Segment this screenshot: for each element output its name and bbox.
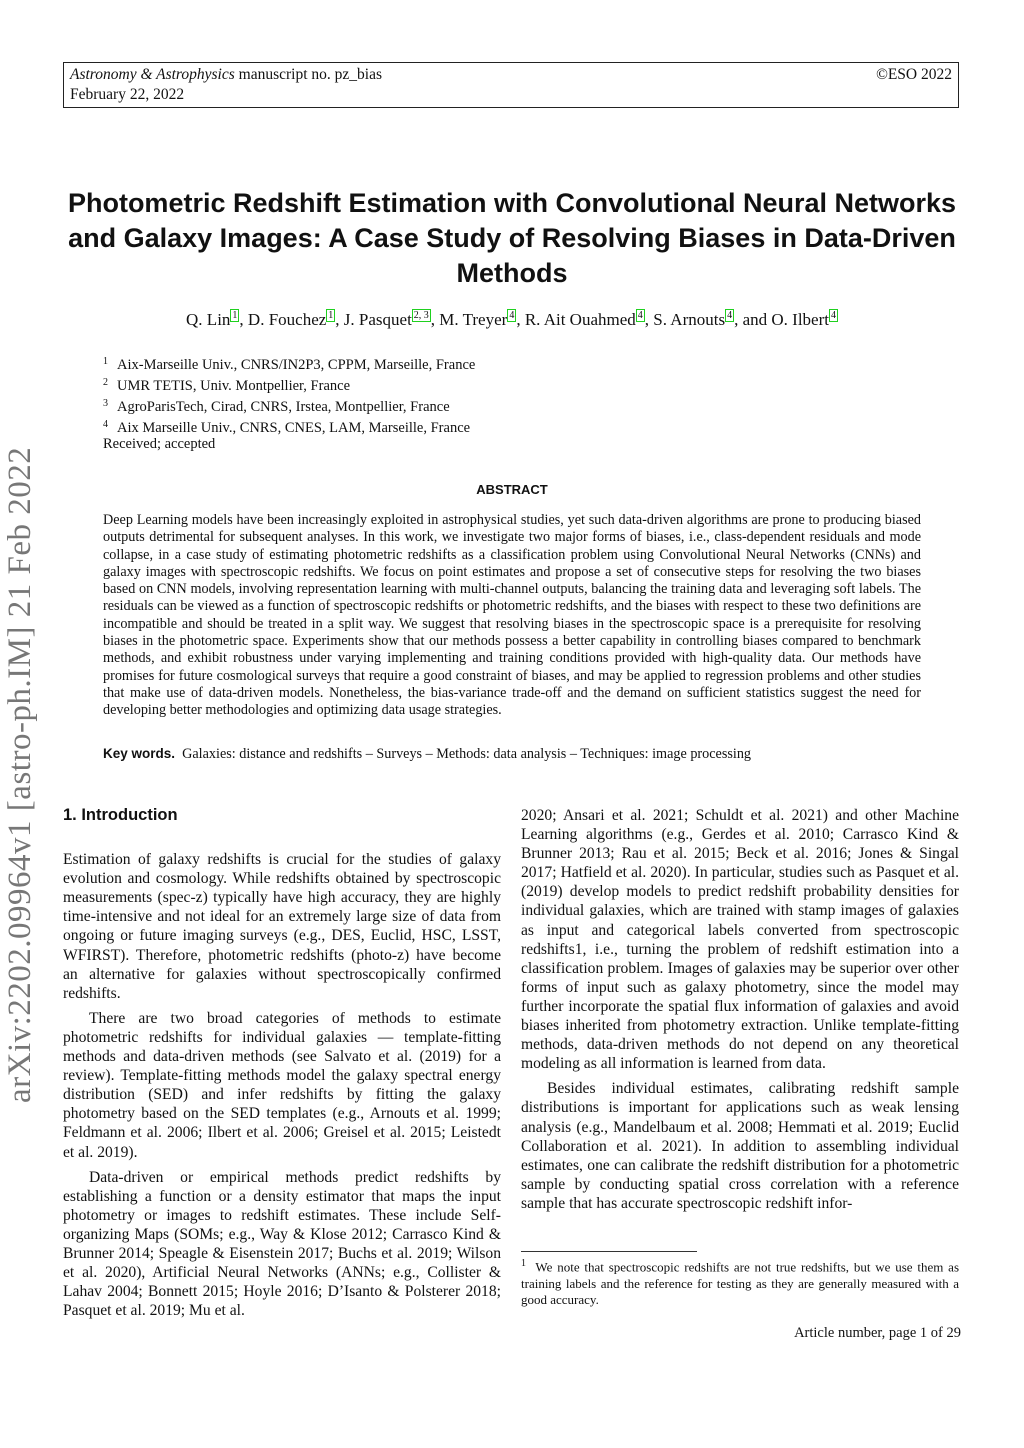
- copyright: ©ESO 2022: [876, 66, 952, 83]
- abstract-text: Deep Learning models have been increasingly exploited in astrophysical studies, yet such data-driven algorithms are prone to producing biased outputs detrimental for subsequent analyses. In this work, we investigate two major forms of biases, i.e., class-dependent residuals and mode collapse, in a case study of estimating photometric redshifts as a classification problem using Convolutional Neural Networks (CNNs) and galaxy images with spectroscopic redshifts. We focus on point estimates and propose a set of consecutive steps for resolving the two biases based on CNN models, involving representation learning with multi-channel outputs, balancing the training data and leveraging soft labels. The residuals can be viewed as a function of spectroscopic redshifts or photometric redshifts, and the biases with respect to these two definitions are incompatible and should be treated in a split way. We suggest that resolving biases in the spectroscopic space is a prerequisite for resolving biases in the photometric space. Experiments show that our methods possess a better capability in controlling biases compared to benchmark methods, and exhibit robustness under varying implementing and training conditions provided with high-quality data. Our methods have promises for future cosmological surveys that require a good constraint of biases, and may be applied to regression problems and other studies that make use of data-driven models. Nonetheless, the bias-variance trade-off and the demand on sufficient statistics suggest the need for developing better methodologies and optimizing data usage strategies.: [103, 512, 921, 719]
- paragraph: Data-driven or empirical methods predict redshifts by establishing a function or a density estimator that maps the input photometry or images to redshift estimates. These include Self-organizing Maps (SOMs; e.g., Way & Klose 2012; Carrasco Kind & Brunner 2014; Speagle & Eisenstein 2017; Buchs et al. 2019; Wilson et al. 2020), Artificial Neural Networks (ANNs; e.g., Collister & Lahav 2004; Bonnett 2015; Hoyle 2016; D’Isanto & Polsterer 2018; Pasquet et al. 2019; Mu et al.: [63, 1168, 501, 1320]
- footnote-rule: [521, 1251, 697, 1252]
- affiliation: $^1$ Aix-Marseille Univ., CNRS/IN2P3, CPPM, Marseille, France: [103, 356, 476, 373]
- paragraph: Besides individual estimates, calibrating redshift sample distributions is important for applications such as weak lensing analysis (e.g., Mandelbaum et al. 2008; Hemmati et al. 2019; Euclid Collaboration et al. 2021). In addition to assembling individual estimates, one can calibrate the redshift distribution for a photometric sample by conducting spatial cross correlation with a reference sample that has accurate spectroscopic redshift infor-: [521, 1080, 959, 1212]
- author: D. Fouchez $^1$ ,: [247, 309, 344, 329]
- author: O. Ilbert $^4$: [771, 309, 836, 329]
- keywords-text: Galaxies: distance and redshifts – Surveys – Methods: data analysis – Techniques: image processing: [182, 746, 752, 762]
- keywords: [103, 746, 921, 763]
- header-date: February 22, 2022: [70, 86, 185, 103]
- abstract-heading: ABSTRACT: [476, 482, 548, 497]
- author: R. Ait Ouahmed $^4$ ,: [524, 309, 654, 329]
- affiliation-link[interactable]: 4: [727, 310, 733, 321]
- affiliation-link[interactable]: 4: [509, 310, 515, 321]
- page-footer: Article number, page 1 of 29: [794, 1325, 961, 1341]
- journal-name: Astronomy & Astrophysics: [70, 66, 235, 83]
- affiliation-link[interactable]: 4: [637, 310, 643, 321]
- affiliation-link[interactable]: 1: [328, 310, 334, 321]
- manuscript-number: manuscript no. pz_bias: [234, 66, 382, 83]
- footnote: [521, 1256, 959, 1309]
- affiliation-link[interactable]: 1: [232, 310, 238, 321]
- affiliation: $^3$ AgroParisTech, Cirad, CNRS, Irstea, Montpellier, France: [103, 398, 450, 415]
- keywords-label: Key words.: [103, 746, 176, 761]
- author: Q. Lin $^1$ ,: [186, 309, 248, 329]
- left-column: [63, 806, 501, 1320]
- paragraph: There are two broad categories of methods to estimate photometric redshifts for individual galaxies — template-fitting methods and data-driven methods (see Salvato et al. (2019) for a review). Template-fitting methods model the galaxy spectral energy distribution (SED) and infer redshifts by fitting the galaxy photometry based on the SED templates (e.g., Arnouts et al. 1999; Feldmann et al. 2006; Ilbert et al. 2006; Greisel et al. 2015; Leistedt et al. 2019).: [63, 1009, 501, 1161]
- affiliations: [103, 353, 475, 437]
- author-list: [60, 305, 964, 331]
- author: J. Pasquet $^{2, 3}$ ,: [343, 309, 440, 329]
- author: S. Arnouts $^4$ , and: [653, 309, 772, 329]
- paragraph: 2020; Ansari et al. 2021; Schuldt et al. 2021) and other Machine Learning algorithms (e.g., Gerdes et al. 2010; Carrasco Kind & Brunner 2013; Rau et al. 2015; Beck et al. 2016; Jones & Singal 2017; Hatfield et al. 2020). In particular, studies such as Pasquet et al. (2019) develop models to predict redshift probability densities for individual galaxies, which are trained with stamp images of galaxies as input and categorical labels converted from spectroscopic redshifts1, i.e., turning the problem of redshift estimation into a classification problem. Images of galaxies may be superior over other forms of input such as galaxy photometry, since the model may further incorporate the spatial flux information of galaxies and avoid biases inherited from photometry extraction. Unlike template-fitting methods, data-driven methods do not depend on any theoretical modeling as all information is learned from data.: [521, 807, 959, 1073]
- section-heading: 1. Introduction: [63, 806, 178, 824]
- affiliation-link[interactable]: 4: [830, 310, 836, 321]
- paragraph: Estimation of galaxy redshifts is crucial for the studies of galaxy evolution and cosmology. While redshifts obtained by spectroscopic measurements (spec-z) typically have high accuracy, they are highly time-intensive and not ideal for an extremely large size of data from ongoing or future imaging surveys (e.g., DES, Euclid, HSC, LSST, WFIRST). Therefore, photometric redshifts (photo-z) have become an alternative for galaxies without spectroscopically confirmed redshifts.: [63, 851, 501, 1002]
- right-column: [521, 806, 959, 1213]
- received-line: Received; accepted: [103, 436, 216, 452]
- footnote-text: We note that spectroscopic redshifts are not true redshifts, but we use them as training labels and the reference for testing as they are generally measured with a good accuracy.: [521, 1259, 960, 1308]
- footnote-number: 1: [521, 1258, 526, 1269]
- manuscript-header: [63, 62, 959, 108]
- paper-title: Photometric Redshift Estimation with Convolutional Neural Networks and Galaxy Images: A Case Study of Resolving Biases in Data-Driven Methods: [67, 188, 957, 288]
- affiliation-link[interactable]: 2, 3: [413, 310, 429, 321]
- affiliation: $^2$ UMR TETIS, Univ. Montpellier, France: [103, 377, 350, 394]
- arxiv-stamp: arXiv:2202.09964v1 [astro-ph.IM] 21 Feb 2022: [2, 446, 38, 1103]
- affiliation: $^4$ Aix Marseille Univ., CNRS, CNES, LAM, Marseille, France: [103, 419, 471, 436]
- author: M. Treyer $^4$ ,: [439, 309, 525, 329]
